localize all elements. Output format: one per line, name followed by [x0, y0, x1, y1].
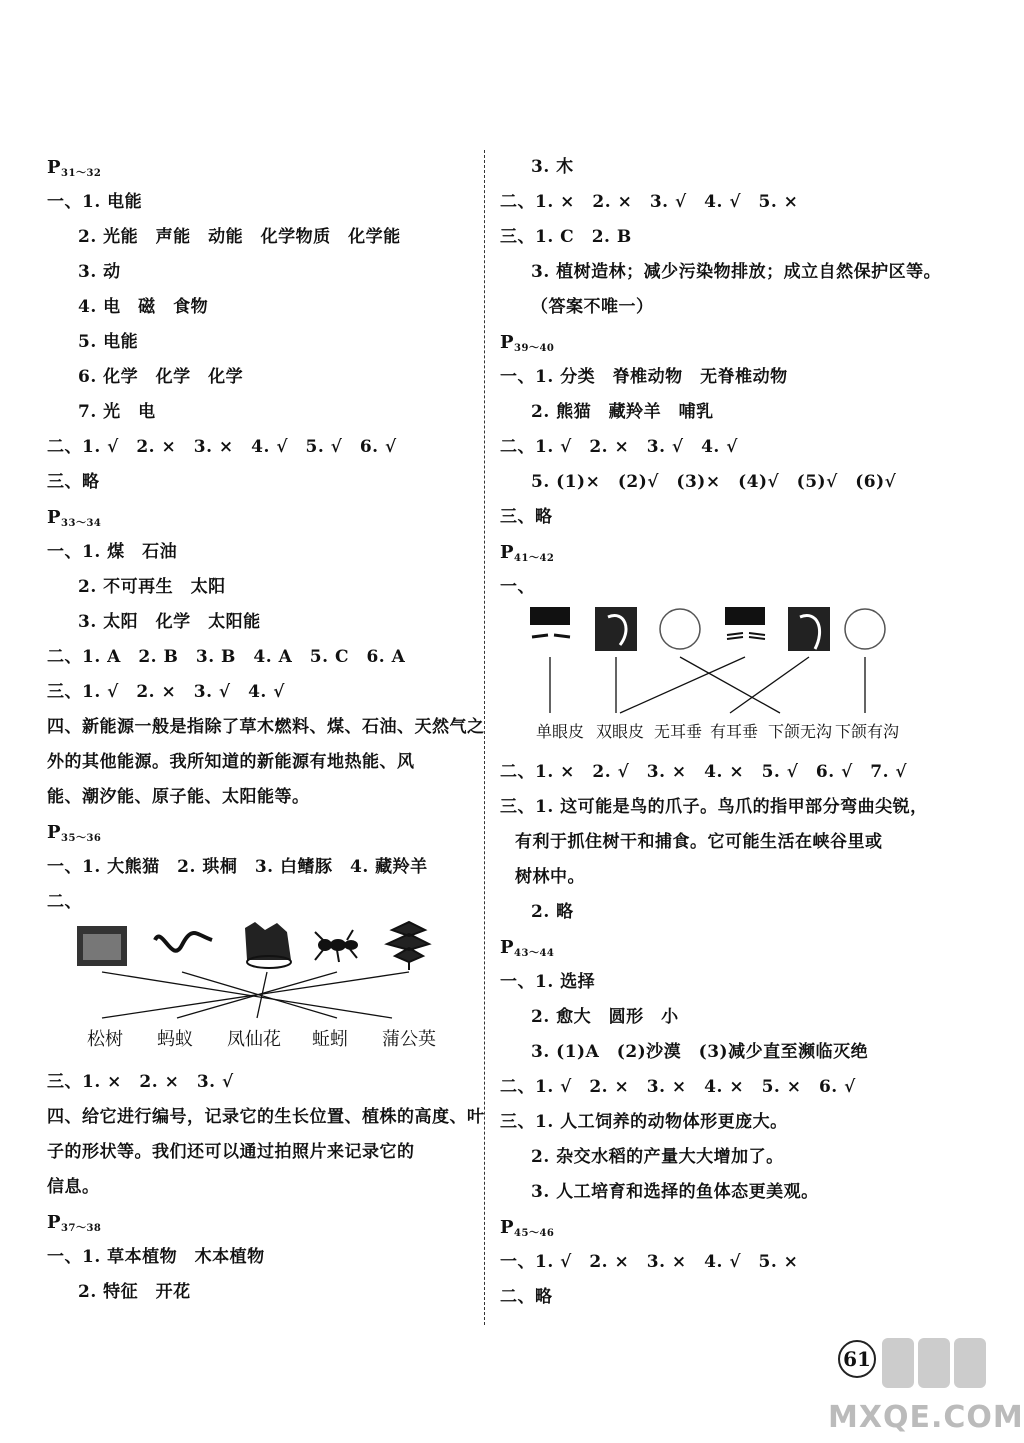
answer-line: 一、1. 大熊猫 2. 珙桐 3. 白鳍豚 4. 藏羚羊	[47, 857, 428, 877]
hair-block	[725, 607, 765, 625]
answer-line: 2. 略	[531, 902, 574, 922]
answer-line: 5. (1)× (2)√ (3)× (4)√ (5)√ (6)√	[531, 472, 897, 492]
section-heading-p33: $P_{33\sim 34}$	[47, 507, 102, 529]
watermark-logo	[880, 1332, 990, 1396]
answer-line: 三、略	[47, 472, 100, 492]
watermark-text: MXQE.COM	[828, 1400, 1024, 1435]
answer-line: 3. (1)A (2)沙漠 (3)减少直至濒临灭绝	[531, 1042, 869, 1062]
earthworm-drawing	[155, 933, 212, 951]
answer-line: 6. 化学 化学 化学	[78, 367, 244, 387]
match-line	[730, 657, 809, 713]
answer-line: 二、1. A 2. B 3. B 4. A 5. C 6. A	[47, 647, 406, 667]
answer-line: 2. 杂交水稻的产量大大增加了。	[531, 1147, 784, 1167]
answer-line: 3. 太阳 化学 太阳能	[78, 612, 261, 632]
figure-label: 单眼皮	[536, 722, 585, 741]
answer-line: 5. 电能	[78, 332, 139, 352]
match-line	[680, 657, 780, 713]
answer-line: 一、1. 选择	[500, 972, 596, 992]
answer-line: 一、1. 煤 石油	[47, 542, 178, 562]
section-heading-p43: $P_{43\sim 44}$	[500, 937, 555, 959]
dandelion-drawing	[387, 922, 429, 970]
logo-block	[918, 1338, 950, 1388]
answer-line: 子的形状等。我们还可以通过拍照片来记录它的	[47, 1142, 415, 1162]
pine-tree-photo-highlight	[83, 934, 121, 960]
answer-line: 三、略	[500, 507, 553, 527]
answer-line: 四、新能源一般是指除了草木燃料、煤、石油、天然气之	[47, 717, 485, 737]
answer-line: 二、1. √ 2. × 3. √ 4. √	[500, 437, 738, 457]
answer-line: 2. 不可再生 太阳	[78, 577, 226, 597]
page-number: 61	[838, 1340, 876, 1378]
figure-label: 双眼皮	[596, 722, 645, 741]
figure-label: 无耳垂	[654, 722, 703, 741]
section-heading-p45: $P_{45\sim 46}$	[500, 1217, 555, 1239]
figure-label: 松树	[87, 1029, 123, 1050]
answer-line: 外的其他能源。我所知道的新能源有地热能、风	[47, 752, 415, 772]
answer-line: （答案不唯一）	[531, 297, 654, 317]
ant-drawing	[315, 930, 357, 962]
ear-photo-no-lobe	[595, 607, 637, 651]
answer-line: 三、1. C 2. B	[500, 227, 632, 247]
matching-figure-plants-animals	[47, 920, 467, 1065]
answer-line: 四、给它进行编号，记录它的生长位置、植株的高度、叶	[47, 1107, 485, 1127]
answer-line: 二、1. × 2. √ 3. × 4. × 5. √ 6. √ 7. √	[500, 762, 908, 782]
left-column	[47, 150, 485, 1310]
answer-line: 一、1. 草本植物 木本植物	[47, 1247, 265, 1267]
section-heading-p39: $P_{39\sim 40}$	[500, 332, 555, 354]
figure-label: 有耳垂	[710, 722, 759, 741]
face-with-chin-groove	[845, 609, 885, 649]
double-eyelid-eyes-drawing	[727, 633, 765, 639]
logo-block	[882, 1338, 914, 1388]
figure-label: 下颌无沟	[768, 722, 833, 741]
answer-line: 7. 光 电	[78, 402, 156, 422]
column-divider	[484, 150, 485, 1325]
answer-line: 三、1. 人工饲养的动物体形更庞大。	[500, 1112, 788, 1132]
answer-line: 三、1. × 2. × 3. √	[47, 1072, 234, 1092]
answer-line: 3. 植树造林；减少污染物排放；成立自然保护区等。	[531, 262, 942, 282]
answer-line: 一、1. √ 2. × 3. × 4. √ 5. ×	[500, 1252, 799, 1272]
ear-photo-with-lobe	[788, 607, 830, 651]
answer-line: 三、1. √ 2. × 3. √ 4. √	[47, 682, 285, 702]
section-heading-p31: $P_{31\sim 32}$	[47, 157, 102, 179]
figure-label: 下颌有沟	[835, 722, 900, 741]
logo-block	[954, 1338, 986, 1388]
face-no-chin-groove	[660, 609, 700, 649]
answer-line: 二、1. √ 2. × 3. × 4. × 5. × 6. √	[500, 1077, 856, 1097]
answer-line: 2. 特征 开花	[78, 1282, 191, 1302]
answer-line: 4. 电 磁 食物	[78, 297, 209, 317]
hair-block	[530, 607, 570, 625]
flower-plant-drawing	[245, 922, 291, 960]
section-heading-p37: $P_{37\sim 38}$	[47, 1212, 102, 1234]
answer-line: 三、1. 这可能是鸟的爪子。鸟爪的指甲部分弯曲尖锐，	[500, 797, 928, 817]
answer-line: 2. 愈大 圆形 小	[531, 1007, 679, 1027]
answer-line: 能、潮汐能、原子能、太阳能等。	[47, 787, 310, 807]
answer-line: 树林中。	[515, 867, 585, 887]
section-heading-p35: $P_{35\sim 36}$	[47, 822, 102, 844]
answer-line: 3. 木	[531, 157, 574, 177]
answer-line: 3. 人工培育和选择的鱼体态更美观。	[531, 1182, 819, 1202]
answer-line: 二、	[47, 892, 82, 912]
answer-line: 有利于抓住树干和捕食。它可能生活在峡谷里或	[515, 832, 883, 852]
answer-line: 一、	[500, 577, 535, 597]
answer-line: 一、1. 分类 脊椎动物 无脊椎动物	[500, 367, 788, 387]
answer-line: 二、1. √ 2. × 3. × 4. √ 5. √ 6. √	[47, 437, 397, 457]
answer-line: 二、1. × 2. × 3. √ 4. √ 5. ×	[500, 192, 799, 212]
answer-line: 3. 动	[78, 262, 121, 282]
single-eyelid-eyes-drawing	[532, 635, 570, 637]
answer-line: 一、1. 电能	[47, 192, 143, 212]
right-column	[500, 150, 960, 1315]
figure-label: 蚂蚁	[157, 1029, 193, 1050]
match-line	[620, 657, 745, 713]
figure-label: 蚯蚓	[312, 1029, 348, 1050]
answer-line: 信息。	[47, 1177, 100, 1197]
answer-line: 2. 光能 声能 动能 化学物质 化学能	[78, 227, 401, 247]
answer-line: 2. 熊猫 藏羚羊 哺乳	[531, 402, 714, 422]
section-heading-p41: $P_{41\sim 42}$	[500, 542, 555, 564]
figure-label: 蒲公英	[382, 1029, 436, 1050]
figure-label: 凤仙花	[227, 1029, 281, 1050]
answer-line: 二、略	[500, 1287, 553, 1307]
matching-figure-traits	[500, 605, 960, 755]
